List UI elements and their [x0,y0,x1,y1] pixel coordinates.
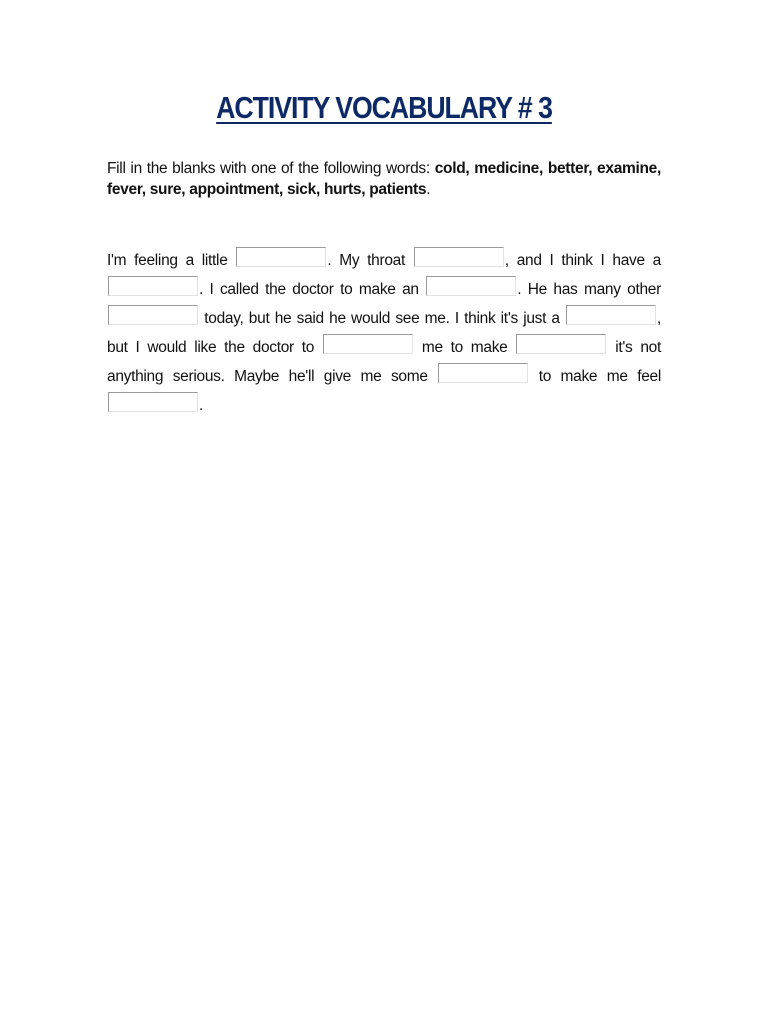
word-bank: cold, medicine, better, examine, fever, sure, appointment, sick, hurts, patients [107,160,661,198]
blank-5-input[interactable] [108,305,198,325]
exercise-text: . He has many other [517,281,661,298]
exercise-text: me to make [413,339,516,356]
blank-8-input[interactable] [516,334,606,354]
exercise-text: today, but he said he would see me. I think it's just a [199,310,565,327]
exercise-text: I'm feeling a little [107,252,236,269]
instructions-paragraph [107,158,661,200]
exercise-text: , and I think I have a [504,252,661,269]
instructions-lead: Fill in the blanks with one of the following words: [107,160,435,177]
page-title: ACTIVITY VOCABULARY # 3 [216,90,552,125]
blank-6-input[interactable] [566,305,656,325]
exercise-paragraph [107,246,661,420]
blank-3-input[interactable] [108,276,198,296]
exercise-text: , but I would like the doctor to [107,310,661,356]
exercise-text: . I called the doctor to make an [199,281,426,298]
blank-10-input[interactable] [108,392,198,412]
instructions-end: . [426,181,431,198]
exercise-text: . My throat [327,252,413,269]
blank-9-input[interactable] [438,363,528,383]
exercise-text: to make me feel [529,368,661,385]
blank-1-input[interactable] [236,247,326,267]
blank-2-input[interactable] [414,247,504,267]
blank-4-input[interactable] [426,276,516,296]
blank-7-input[interactable] [323,334,413,354]
exercise-text: it's not anything serious. Maybe he'll give me some [107,339,661,385]
exercise-text: . [199,397,204,414]
